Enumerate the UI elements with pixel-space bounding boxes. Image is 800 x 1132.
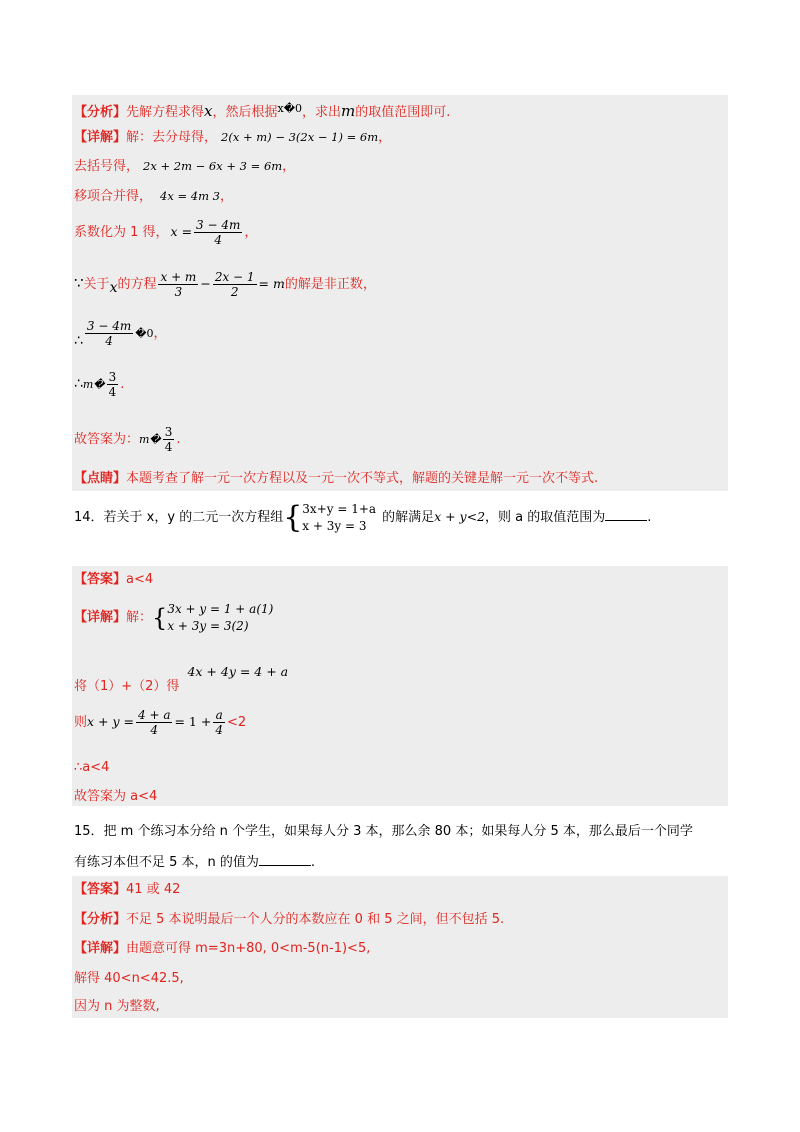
eq4-num: 3 − 4m bbox=[196, 218, 241, 232]
analysis-var-x: x bbox=[204, 102, 213, 120]
analysis-var-m: m bbox=[341, 102, 356, 120]
eq2: 2x + 2m − 6x + 3 = 6m bbox=[143, 159, 283, 173]
step4-line: 系数化为 1 得， x = $\frac{3 - 4m}{4}$ ， bbox=[74, 218, 258, 247]
concl-text: ∴a<4 bbox=[74, 760, 110, 775]
answer-m-num: 3 bbox=[164, 425, 173, 439]
detail-brace: { bbox=[152, 603, 168, 632]
analysis-text-3: ，求出 bbox=[302, 105, 342, 120]
answer-label-line-14 bbox=[74, 789, 157, 805]
step3-line: 移项合并得， 4x = 4m 3， bbox=[74, 189, 233, 204]
add-label: 将（1）+（2）得 bbox=[74, 679, 180, 694]
add-eq: 4x + 4y = 4 + a bbox=[187, 664, 289, 679]
detail-line-14 bbox=[74, 598, 273, 638]
frac-b-den: 2 bbox=[230, 285, 239, 299]
q14-end: . bbox=[647, 510, 652, 525]
m-den: 4 bbox=[108, 385, 117, 399]
q15-answer-blank[interactable] bbox=[259, 853, 311, 866]
because-text-15: 因为 n 为整数, bbox=[74, 999, 160, 1014]
about-var: x bbox=[109, 280, 118, 296]
frac-a-den: 3 bbox=[174, 285, 183, 299]
detail-tag-14: 【详解】 bbox=[74, 610, 127, 625]
q14-sys-2: x + 3y = 3 bbox=[302, 518, 367, 533]
m-rel: m� bbox=[82, 378, 105, 391]
answer-value-14: a<4 bbox=[126, 572, 154, 587]
detail-sys-1: 3x + y = 1 + a(1) bbox=[167, 601, 274, 616]
solve-text-15: 解得 40<n<42.5, bbox=[74, 971, 184, 986]
then-num: 4 + a bbox=[138, 708, 171, 722]
therefore-line-1: ∴ $\frac{3 - 4m}{4}$ �0， bbox=[74, 319, 167, 349]
then-num2: a bbox=[213, 708, 225, 723]
solve-line-15 bbox=[74, 971, 184, 987]
ineq-den: 4 bbox=[105, 334, 113, 348]
answer-tag-14: 【答案】 bbox=[74, 572, 127, 587]
q15-line2-a: 有练习本但不足 5 本，n 的值为 bbox=[74, 855, 259, 870]
answer-label-14: 故答案为 a<4 bbox=[74, 789, 158, 804]
therefore-line-2: ∴m� $\frac{3}{4}$ . bbox=[74, 370, 125, 399]
answer-line-14 bbox=[74, 572, 153, 588]
comment-tag: 【点睛】 bbox=[74, 471, 127, 486]
therefore-symbol-2: ∴ bbox=[74, 376, 83, 392]
answer-line-13: 故答案为：m� $\frac{3}{4}$ . bbox=[74, 425, 181, 454]
solution-text: 的解是非正数， bbox=[284, 277, 376, 292]
because-symbol: ∵ bbox=[74, 274, 84, 292]
m-num: 3 bbox=[108, 370, 117, 384]
q15-line1: 15．把 m 个练习本分给 n 个学生，如果每人分 3 本，那么余 80 本；如果每人分 5 本，那么最后一个同学 bbox=[74, 824, 693, 839]
analysis-text-2: ，然后根据 bbox=[212, 105, 278, 120]
step2-label: 去括号得， bbox=[74, 159, 140, 174]
q14-number: 14． bbox=[74, 510, 104, 525]
q15-line2-b: . bbox=[310, 855, 316, 870]
eq4-den: 4 bbox=[214, 233, 223, 247]
add-line bbox=[74, 652, 288, 707]
therefore-symbol-1: ∴ bbox=[74, 333, 83, 349]
concl-line bbox=[74, 760, 109, 776]
ineq-rel: �0 bbox=[135, 327, 154, 340]
question-14 bbox=[74, 497, 651, 538]
analysis-tag-15: 【分析】 bbox=[74, 912, 127, 927]
detail-line-15 bbox=[74, 941, 370, 957]
step2-line: 去括号得， 2x + 2m − 6x + 3 = 6m， bbox=[74, 159, 296, 174]
detail-text-15: 由题意可得 m=3n+80, 0<m-5(n-1)<5, bbox=[126, 941, 371, 956]
q14-brace: { bbox=[283, 499, 303, 535]
then-label: 则 bbox=[74, 715, 88, 730]
frac-a-num: x + m bbox=[160, 270, 197, 284]
eq-m: = m bbox=[258, 276, 285, 291]
q14-text-2: 的解满足 bbox=[382, 510, 435, 525]
answer-value-15: 41 或 42 bbox=[126, 882, 181, 897]
answer-m-den: 4 bbox=[164, 440, 173, 454]
analysis-text-1: 先解方程求得 bbox=[126, 105, 205, 120]
then-rel: <2 bbox=[226, 715, 247, 730]
analysis-text-4: 的取值范围即可. bbox=[355, 105, 451, 120]
q14-text-3: ，则 a 的取值范围为 bbox=[485, 510, 606, 525]
then-mid: = 1 + bbox=[174, 714, 212, 729]
because-line-15 bbox=[74, 999, 160, 1015]
eq3: 4x = 4m 3 bbox=[160, 189, 220, 203]
answer-label-13: 故答案为： bbox=[74, 432, 140, 447]
then-den: 4 bbox=[150, 723, 159, 737]
then-line bbox=[74, 702, 246, 743]
about-text-2: 的方程 bbox=[117, 277, 157, 292]
analysis-line-15 bbox=[74, 912, 504, 928]
question-15-line-1 bbox=[74, 820, 693, 839]
analysis-cond: x�0 bbox=[277, 102, 302, 115]
question-15-line-2 bbox=[74, 851, 315, 870]
step3-label: 移项合并得， bbox=[74, 189, 153, 204]
ineq-num: 3 − 4m bbox=[86, 319, 132, 333]
answer-line-15 bbox=[74, 882, 180, 898]
then-den2: 4 bbox=[215, 723, 223, 737]
eq4-lhs: x = bbox=[170, 224, 193, 239]
about-text: 关于 bbox=[83, 277, 110, 292]
detail-line: 【详解】解：去分母得， 2(x + m) − 3(2x − 1) = 6m， bbox=[74, 130, 392, 145]
q14-answer-blank[interactable] bbox=[605, 508, 647, 521]
comment-line bbox=[74, 471, 598, 487]
detail-tag-15: 【详解】 bbox=[74, 941, 127, 956]
detail-text: 解：去分母得， bbox=[126, 130, 218, 145]
q14-cond: x + y<2 bbox=[434, 509, 486, 524]
analysis-tag: 【分析】 bbox=[74, 105, 127, 120]
step4-label: 系数化为 1 得， bbox=[74, 225, 169, 240]
q14-text-1: 若关于 x，y 的二元一次方程组 bbox=[103, 510, 284, 525]
detail-text-14: 解： bbox=[126, 610, 153, 625]
frac-b-num: 2x − 1 bbox=[214, 270, 255, 284]
answer-m-rel: m� bbox=[139, 433, 161, 446]
then-lhs: x + y = bbox=[87, 714, 134, 729]
answer-tag-15: 【答案】 bbox=[74, 882, 127, 897]
comment-text: 本题考查了解一元一次方程以及一元一次不等式，解题的关键是解一元一次不等式. bbox=[126, 471, 599, 486]
analysis-line bbox=[74, 101, 450, 121]
detail-sys-2: x + 3y = 3(2) bbox=[167, 618, 249, 633]
analysis-text-15: 不足 5 本说明最后一个人分的本数应在 0 和 5 之间，但不包括 5. bbox=[126, 912, 505, 927]
eq1: 2(x + m) − 3(2x − 1) = 6m bbox=[221, 130, 379, 144]
detail-tag: 【详解】 bbox=[74, 130, 127, 145]
because-line bbox=[74, 263, 376, 308]
q14-sys-1: 3x+y = 1+a bbox=[302, 501, 377, 516]
minus: − bbox=[200, 276, 211, 291]
